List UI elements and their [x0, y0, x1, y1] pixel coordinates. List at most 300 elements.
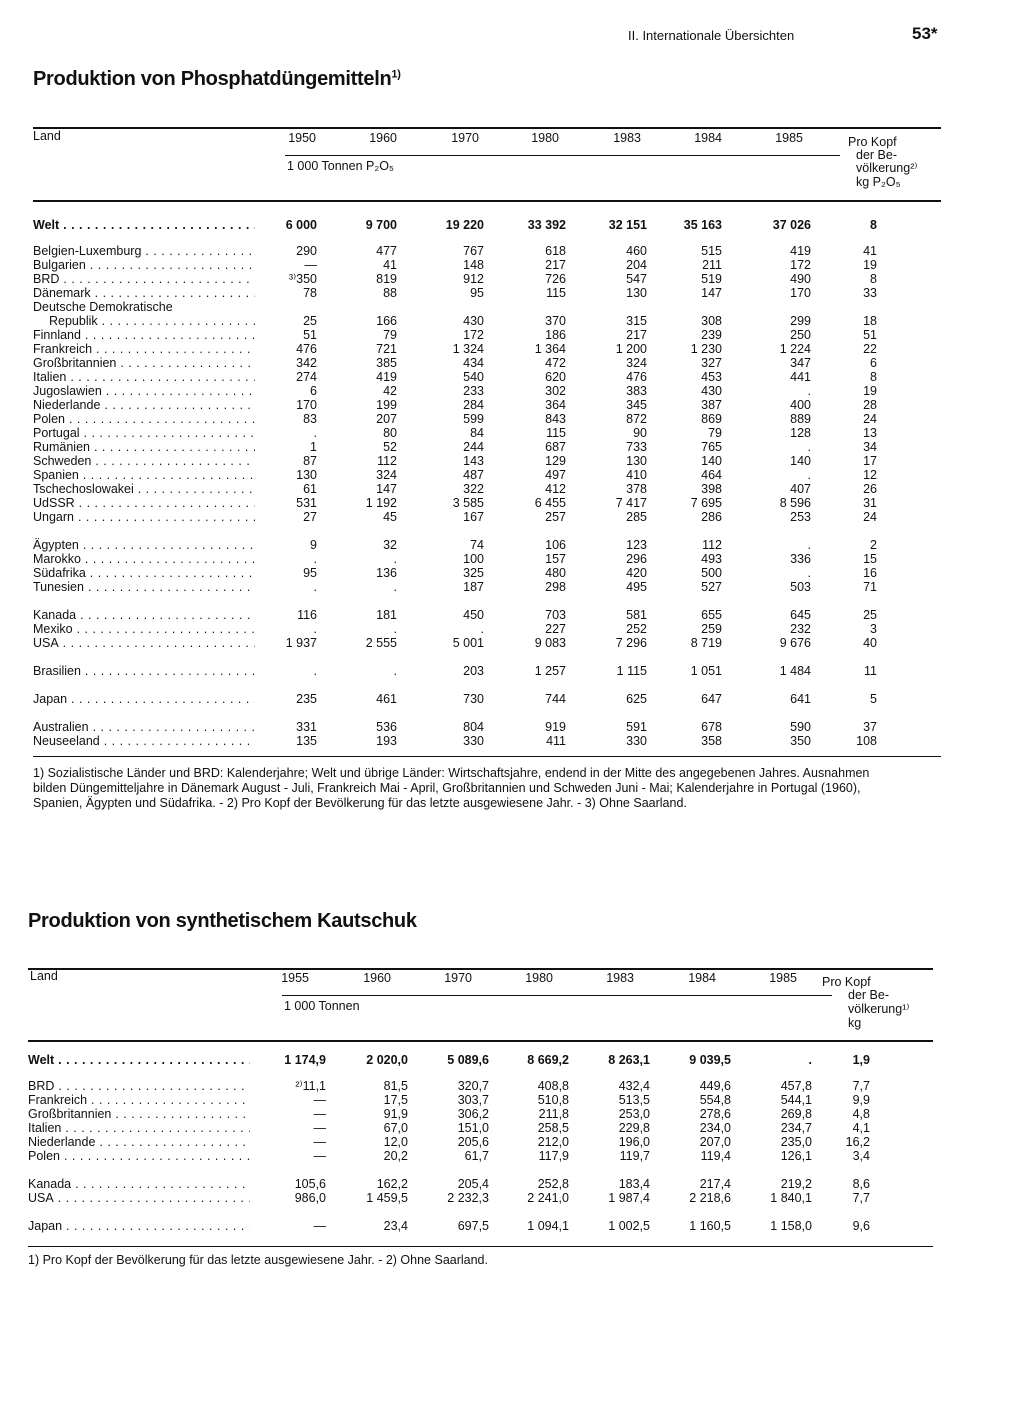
row-label: Spanien . . .	[33, 468, 255, 482]
row-value: 7,7	[852, 1079, 870, 1093]
row-value: 193	[376, 734, 397, 748]
row-value: 205,6	[457, 1135, 489, 1149]
row-value: .	[313, 580, 317, 594]
row-value: 183,4	[618, 1177, 650, 1191]
row-value: .	[393, 580, 397, 594]
row-value: 15	[863, 552, 877, 566]
row-value: 540	[463, 370, 484, 384]
row-value: 330	[626, 734, 647, 748]
row-value: 513,5	[618, 1093, 650, 1107]
row-value: 5	[870, 692, 877, 706]
row-label: BRD . . .	[28, 1079, 250, 1093]
row-value: 345	[626, 398, 647, 412]
row-value: .	[807, 384, 811, 398]
table-row	[28, 1219, 928, 1233]
row-label: Schweden . . .	[33, 454, 255, 468]
row-label: Neuseeland . . .	[33, 734, 255, 748]
table-row	[33, 566, 933, 580]
row-value: 229,8	[618, 1121, 650, 1135]
row-value: 767	[463, 244, 484, 258]
table-row	[33, 356, 933, 370]
table-row	[33, 342, 933, 356]
row-value: 244	[463, 440, 484, 454]
row-value: 515	[701, 244, 722, 258]
t1-year-header: 1970	[451, 131, 479, 145]
row-value: 655	[701, 608, 722, 622]
row-value: 284	[463, 398, 484, 412]
row-value: 12	[863, 468, 877, 482]
row-value: 430	[463, 314, 484, 328]
row-value: 986,0	[294, 1191, 326, 1205]
table-row	[33, 734, 933, 748]
row-value: 32	[383, 538, 397, 552]
row-value: 35 163	[683, 218, 722, 232]
row-value: 12,0	[383, 1135, 408, 1149]
row-value: 687	[545, 440, 566, 454]
row-label: USA . . .	[33, 636, 255, 650]
row-value: 252,8	[537, 1177, 569, 1191]
row-value: 325	[463, 566, 484, 580]
row-value: 1,9	[852, 1053, 870, 1067]
row-value: 217,4	[699, 1177, 731, 1191]
row-value: 331	[296, 720, 317, 734]
row-value: 95	[303, 566, 317, 580]
row-label: Rumänien . . .	[33, 440, 255, 454]
row-value: 322	[463, 482, 484, 496]
row-value: 116	[297, 608, 317, 622]
row-value: 51	[863, 328, 877, 342]
row-value: 5 001	[452, 636, 484, 650]
row-value: 1 987,4	[608, 1191, 650, 1205]
row-value: 1 051	[690, 664, 722, 678]
table-row	[33, 272, 933, 286]
row-value: 733	[626, 440, 647, 454]
row-value: 302	[545, 384, 566, 398]
row-value: 274	[296, 370, 317, 384]
row-value: 166	[376, 314, 397, 328]
row-value: 37 026	[772, 218, 811, 232]
row-value: 744	[545, 692, 566, 706]
row-value: 217	[545, 258, 566, 272]
row-value: 9,9	[852, 1093, 870, 1107]
row-value: 16	[863, 566, 877, 580]
table2-footnotes	[28, 1253, 488, 1268]
row-value: 1 364	[534, 342, 566, 356]
table1-bottom-rule	[33, 756, 941, 757]
row-value: .	[807, 468, 811, 482]
table-row	[28, 1121, 928, 1135]
row-label: USA . . .	[28, 1191, 250, 1205]
table2-title: Produktion von synthetischem Kautschuk	[28, 910, 417, 932]
table-row	[33, 636, 933, 650]
row-value: 147	[376, 482, 397, 496]
row-value: 4,1	[852, 1121, 870, 1135]
table-row	[28, 1053, 928, 1067]
row-value: 430	[701, 384, 722, 398]
row-value: 324	[376, 468, 397, 482]
row-value: 157	[545, 552, 566, 566]
row-value: 581	[626, 608, 647, 622]
row-value: —	[313, 1219, 326, 1233]
table-row	[33, 580, 933, 594]
table1-header-rule	[33, 200, 941, 202]
t1-year-header: 1983	[613, 131, 641, 145]
row-value: 130	[626, 454, 647, 468]
row-value: 308	[701, 314, 722, 328]
row-value: 7,7	[852, 1191, 870, 1205]
row-label: Tunesien . . .	[33, 580, 255, 594]
table2-footnote-line: 1) Pro Kopf der Bevölkerung für das letzte ausgewiesene Jahr. - 2) Ohne Saarland.	[28, 1253, 488, 1267]
page-number: 53*	[912, 24, 938, 43]
row-value: 252	[626, 622, 647, 636]
row-value: 490	[790, 272, 811, 286]
table1-footnote-line: bilden Düngemitteljahre in Dänemark August - Juli, Frankreich Mai - April, Großbritannien und Schweden Juni - Mai; Kalenderjahre in Portugal (1960),	[33, 781, 861, 795]
row-value: 2 241,0	[527, 1191, 569, 1205]
row-label: Jugoslawien . . .	[33, 384, 255, 398]
row-value: 91,9	[383, 1107, 408, 1121]
row-value: 205,4	[457, 1177, 489, 1191]
row-value: 364	[545, 398, 566, 412]
row-value: 6 000	[285, 218, 317, 232]
table1-percap-4: kg P₂O₅	[856, 175, 901, 189]
row-value: 919	[545, 720, 566, 734]
table2-unit-rule	[282, 995, 832, 996]
row-value: 1 094,1	[527, 1219, 569, 1233]
row-value: 25	[303, 314, 317, 328]
row-value: 519	[701, 272, 722, 286]
row-value: .	[807, 566, 811, 580]
row-value: 477	[376, 244, 397, 258]
row-value: 1 840,1	[770, 1191, 812, 1205]
row-value: 258,5	[537, 1121, 569, 1135]
row-label: Ägypten . . .	[33, 538, 255, 552]
row-value: 130	[296, 468, 317, 482]
table-row	[28, 1191, 928, 1205]
row-value: 123	[626, 538, 647, 552]
row-value: 544,1	[780, 1093, 812, 1107]
row-value: 129	[545, 454, 566, 468]
row-label: Republik . . .	[33, 314, 255, 328]
row-value: 547	[626, 272, 647, 286]
table-row	[33, 370, 933, 384]
row-value: 81,5	[383, 1079, 408, 1093]
row-value: ²⁾11,1	[295, 1079, 326, 1093]
row-value: 95	[470, 286, 484, 300]
row-value: 7 296	[615, 636, 647, 650]
row-value: 219,2	[780, 1177, 812, 1191]
row-label: Niederlande . . .	[33, 398, 255, 412]
table-row	[28, 1079, 928, 1093]
row-value: 872	[626, 412, 647, 426]
row-value: 26	[863, 482, 877, 496]
row-value: 464	[701, 468, 722, 482]
row-value: 461	[376, 692, 397, 706]
row-label: Australien . . .	[33, 720, 255, 734]
row-value: 28	[863, 398, 877, 412]
table-row	[28, 1135, 928, 1149]
table2-percap-4: kg	[848, 1016, 862, 1030]
table-row	[33, 384, 933, 398]
table-row	[33, 552, 933, 566]
table2-percap-3: völkerung¹⁾	[848, 1002, 910, 1016]
table-row	[33, 412, 933, 426]
table2-percap-2: der Be-	[848, 988, 889, 1002]
row-value: 32 151	[608, 218, 647, 232]
row-value: 531	[296, 496, 317, 510]
row-value: 84	[470, 426, 484, 440]
row-value: 234,0	[699, 1121, 731, 1135]
row-value: 8 263,1	[608, 1053, 650, 1067]
row-value: 503	[790, 580, 811, 594]
row-value: 3,4	[852, 1149, 870, 1163]
row-value: 227	[545, 622, 566, 636]
row-value: 105,6	[294, 1177, 326, 1191]
row-value: 8,6	[852, 1177, 870, 1191]
t2-year-header: 1983	[606, 971, 634, 985]
row-value: 721	[376, 342, 397, 356]
row-label: Welt . . .	[33, 218, 255, 232]
row-value: 40	[863, 636, 877, 650]
table2-col-land: Land	[30, 969, 58, 983]
table1-top-rule	[33, 127, 941, 129]
table-row	[33, 608, 933, 622]
row-label: Kanada . . .	[28, 1177, 250, 1191]
row-value: 253	[790, 510, 811, 524]
row-value: 232	[790, 622, 811, 636]
row-value: 126,1	[780, 1149, 812, 1163]
row-value: 500	[701, 566, 722, 580]
row-value: 370	[545, 314, 566, 328]
row-value: 342	[296, 356, 317, 370]
row-value: 17,5	[383, 1093, 408, 1107]
table2-percap-1: Pro Kopf	[822, 975, 871, 989]
row-value: —	[313, 1093, 326, 1107]
row-value: 147	[701, 286, 722, 300]
row-value: 480	[545, 566, 566, 580]
table-row	[33, 286, 933, 300]
row-value: 1 459,5	[366, 1191, 408, 1205]
row-value: 1 200	[615, 342, 647, 356]
row-value: 19 220	[445, 218, 484, 232]
table-row	[33, 218, 933, 232]
row-value: 16,2	[845, 1135, 870, 1149]
row-value: .	[807, 538, 811, 552]
row-value: 285	[626, 510, 647, 524]
row-label: Belgien-Luxemburg . . .	[33, 244, 255, 258]
row-value: 211	[702, 258, 722, 272]
row-value: 1 484	[779, 664, 811, 678]
row-value: 2	[870, 538, 877, 552]
row-label: Ungarn . . .	[33, 510, 255, 524]
t2-year-header: 1970	[444, 971, 472, 985]
t2-year-header: 1960	[363, 971, 391, 985]
row-value: 79	[383, 328, 397, 342]
row-value: 2 218,6	[689, 1191, 731, 1205]
row-value: 398	[701, 482, 722, 496]
row-value: 20,2	[383, 1149, 408, 1163]
table-row	[33, 328, 933, 342]
row-value: ³⁾350	[288, 272, 317, 286]
row-value: 117,9	[538, 1149, 569, 1163]
row-value: —	[313, 1107, 326, 1121]
row-value: 618	[545, 244, 566, 258]
table1-unit: 1 000 Tonnen P₂O₅	[287, 159, 394, 173]
table-row	[33, 510, 933, 524]
row-label: Portugal . . .	[33, 426, 255, 440]
row-value: 61,7	[464, 1149, 489, 1163]
row-value: 8	[870, 370, 877, 384]
row-value: 527	[701, 580, 722, 594]
row-value: 37	[863, 720, 877, 734]
row-value: 31	[863, 496, 877, 510]
row-value: 8	[870, 272, 877, 286]
row-label: Welt . . .	[28, 1053, 250, 1067]
table1-footnote-line: 1) Sozialistische Länder und BRD: Kalenderjahre; Welt und übrige Länder: Wirtschaftsjahre, endend in der Mitte des angegebenen Jahres. Ausnahmen	[33, 766, 870, 780]
row-value: 148	[463, 258, 484, 272]
row-value: 6	[310, 384, 317, 398]
row-label: Deutsche Demokratische	[33, 300, 173, 314]
row-label: Italien . . .	[28, 1121, 250, 1135]
row-value: 27	[303, 510, 317, 524]
row-value: 33 392	[527, 218, 566, 232]
table-row	[33, 482, 933, 496]
row-value: 203	[463, 664, 484, 678]
row-value: 1 224	[779, 342, 811, 356]
row-value: 620	[545, 370, 566, 384]
table-row	[28, 1107, 928, 1121]
row-value: 8 669,2	[527, 1053, 569, 1067]
row-value: 286	[701, 510, 722, 524]
row-value: 211,8	[538, 1107, 569, 1121]
row-value: 290	[296, 244, 317, 258]
row-value: 172	[463, 328, 484, 342]
table-row	[33, 664, 933, 678]
row-value: 678	[701, 720, 722, 734]
row-value: 726	[545, 272, 566, 286]
row-value: 460	[626, 244, 647, 258]
row-label: Dänemark . . .	[33, 286, 255, 300]
row-value: .	[313, 664, 317, 678]
row-value: 167	[463, 510, 484, 524]
row-value: 112	[702, 538, 722, 552]
row-label: Brasilien . . .	[33, 664, 255, 678]
row-value: 235	[296, 692, 317, 706]
row-value: 136	[376, 566, 397, 580]
row-label: Bulgarien . . .	[33, 258, 255, 272]
row-value: 419	[376, 370, 397, 384]
row-value: 1 160,5	[689, 1219, 731, 1233]
row-label: Polen . . .	[28, 1149, 250, 1163]
row-value: 207	[376, 412, 397, 426]
table1-title	[33, 68, 401, 91]
row-label: Frankreich . . .	[28, 1093, 250, 1107]
row-value: 13	[863, 426, 877, 440]
row-value: 378	[626, 482, 647, 496]
table-row	[33, 720, 933, 734]
table-row	[33, 538, 933, 552]
row-value: 599	[463, 412, 484, 426]
t1-year-header: 1984	[694, 131, 722, 145]
row-value: .	[393, 552, 397, 566]
row-value: 6 455	[534, 496, 566, 510]
row-value: 87	[303, 454, 317, 468]
row-value: 645	[790, 608, 811, 622]
row-label: Italien . . .	[33, 370, 255, 384]
t2-year-header: 1955	[281, 971, 309, 985]
row-value: 296	[626, 552, 647, 566]
row-value: 432,4	[618, 1079, 650, 1093]
row-value: 1 002,5	[608, 1219, 650, 1233]
row-value: 9 700	[365, 218, 397, 232]
row-value: 79	[708, 426, 722, 440]
row-label: Frankreich . . .	[33, 342, 255, 356]
row-value: 119,7	[619, 1149, 650, 1163]
row-value: 450	[463, 608, 484, 622]
row-value: 536	[376, 720, 397, 734]
row-value: —	[313, 1135, 326, 1149]
t1-year-header: 1960	[369, 131, 397, 145]
row-value: 420	[626, 566, 647, 580]
row-value: 347	[790, 356, 811, 370]
table-row	[33, 314, 933, 328]
row-label: Großbritannien . . .	[33, 356, 255, 370]
table-row	[33, 468, 933, 482]
row-value: 476	[626, 370, 647, 384]
row-value: 233	[463, 384, 484, 398]
row-value: —	[313, 1121, 326, 1135]
row-value: 24	[863, 412, 877, 426]
row-label: Polen . . .	[33, 412, 255, 426]
row-value: 730	[463, 692, 484, 706]
row-value: 25	[863, 608, 877, 622]
row-value: 493	[701, 552, 722, 566]
row-label: Japan . . .	[33, 692, 255, 706]
row-value: .	[393, 664, 397, 678]
row-value: 453	[701, 370, 722, 384]
table1-percap-1: Pro Kopf	[848, 135, 897, 149]
row-value: 1 937	[285, 636, 317, 650]
row-value: 24	[863, 510, 877, 524]
row-value: 140	[790, 454, 811, 468]
row-value: 235,0	[780, 1135, 812, 1149]
row-value: —	[313, 1149, 326, 1163]
row-value: .	[313, 426, 317, 440]
row-value: 5 089,6	[447, 1053, 489, 1067]
row-value: 186	[545, 328, 566, 342]
table-row	[28, 1177, 928, 1191]
table-row	[33, 244, 933, 258]
table2-header-rule	[28, 1040, 933, 1042]
row-value: 2 020,0	[366, 1053, 408, 1067]
row-value: .	[480, 622, 484, 636]
row-value: 703	[545, 608, 566, 622]
table1-footnote-line: Spanien, Ägypten und Südafrika. - 2) Pro Kopf der Bevölkerung für das letzte ausgewiesene Jahr. - 3) Ohne Saarland.	[33, 796, 687, 810]
row-value: .	[807, 440, 811, 454]
row-value: 172	[790, 258, 811, 272]
row-value: 61	[303, 482, 317, 496]
row-value: 170	[296, 398, 317, 412]
row-value: 9 676	[779, 636, 811, 650]
row-value: 112	[377, 454, 397, 468]
section-header: II. Internationale Übersichten	[628, 28, 795, 43]
row-value: 71	[863, 580, 877, 594]
row-value: 1 192	[365, 496, 397, 510]
table-row	[33, 258, 933, 272]
row-value: 306,2	[457, 1107, 489, 1121]
row-value: 41	[863, 244, 877, 258]
table2-unit: 1 000 Tonnen	[284, 999, 360, 1013]
row-value: 1 324	[452, 342, 484, 356]
